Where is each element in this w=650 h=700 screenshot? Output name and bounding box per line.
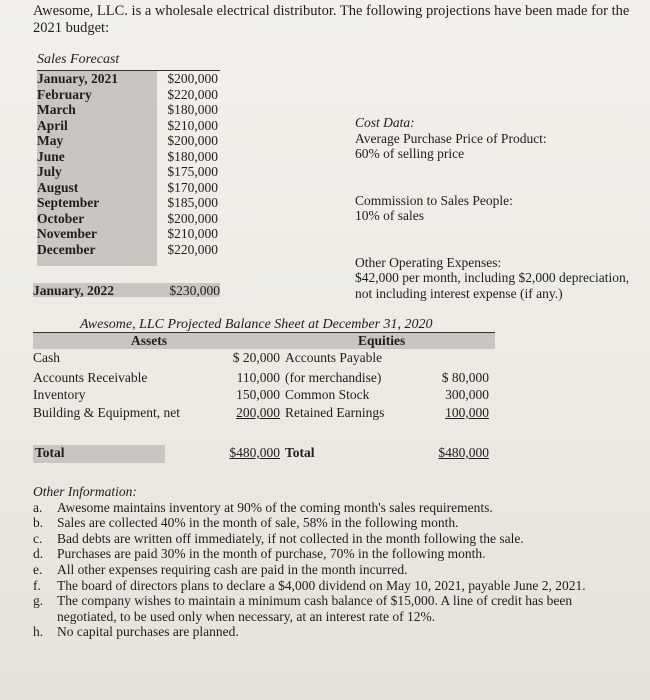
other-info-title: Other Information: [33, 484, 137, 499]
sales-next-year-month: January, 2022 [33, 283, 157, 297]
cost-data-title: Cost Data: [355, 115, 415, 130]
opex-line-2: not including interest expense (if any.) [355, 285, 563, 301]
equities-total-value: $480,000 [438, 445, 489, 460]
equity-value: 100,000 [445, 405, 489, 420]
sales-next-year-amount: $230,000 [157, 283, 220, 297]
asset-label: Inventory [33, 387, 86, 402]
purchase-price-value: 60% of selling price [355, 146, 465, 161]
other-information [33, 484, 633, 640]
asset-label: Cash [33, 350, 60, 365]
commission-value: 10% of sales [355, 208, 424, 223]
sales-amount: $210,000 [167, 117, 218, 133]
balance-sheet-body [33, 350, 495, 471]
sales-forecast-title: Sales Forecast [37, 52, 120, 67]
sales-amount: $185,000 [167, 195, 218, 210]
list-item: c. Bad debts are written off immediately, if not collected in the month following the sale. [33, 530, 524, 546]
list-item: h. No capital purchases are planned. [33, 624, 239, 640]
asset-value: 110,000 [236, 370, 280, 385]
asset-label: Accounts Receivable [33, 370, 148, 385]
equities-header: Equities [358, 333, 406, 348]
sales-amount: $200,000 [167, 71, 218, 86]
opex-label: Other Operating Expenses: [355, 254, 502, 270]
sales-amount: $170,000 [167, 179, 218, 195]
asset-value: 200,000 [236, 405, 280, 420]
sales-amount: $175,000 [167, 164, 218, 179]
sales-amount: $200,000 [167, 210, 218, 226]
sales-amount-column [157, 71, 220, 266]
list-item: f. The board of directors plans to declare a $4,000 dividend on May 10, 2021, payable June 2, 2021. [33, 577, 586, 593]
sales-month: August [37, 179, 79, 195]
sales-amount: $180,000 [167, 102, 218, 117]
list-item: e. All other expenses requiring cash are paid in the month incurred. [33, 561, 408, 577]
sales-amount: $210,000 [167, 226, 218, 241]
sales-month: October [37, 210, 85, 226]
sales-amount: $180,000 [167, 148, 218, 164]
sales-month: November [37, 226, 97, 241]
purchase-price-label: Average Purchase Price of Product: [355, 130, 547, 146]
asset-label: Building & Equipment, net [33, 405, 180, 420]
equities-total-label: Total [285, 445, 315, 460]
sales-month: July [37, 164, 62, 179]
cost-data-block [355, 115, 629, 301]
list-item: b. Sales are collected 40% in the month of sale, 58% in the following month. [33, 515, 459, 531]
sales-month-column [37, 71, 157, 266]
asset-value: 150,000 [236, 387, 280, 402]
sales-month: September [37, 195, 100, 210]
equity-label: Common Stock [285, 387, 370, 402]
assets-header: Assets [131, 333, 167, 348]
list-item: d. Purchases are paid 30% in the month of purchase, 70% in the following month. [33, 546, 486, 562]
sales-amount: $200,000 [167, 133, 218, 148]
list-item: a. Awesome maintains inventory at 90% of the coming month's sales requirements. [33, 499, 493, 515]
intro-text: Awesome, LLC. is a wholesale electrical distributor. The following projections have been made for the 2021 budget: [33, 3, 630, 36]
sales-month: March [37, 102, 76, 117]
equity-label: Accounts Payable [285, 350, 383, 365]
sales-amount: $220,000 [167, 86, 218, 102]
sales-amount: $220,000 [167, 241, 218, 257]
balance-sheet-header [33, 333, 495, 349]
opex-line-1: $42,000 per month, including $2,000 depreciation, [355, 270, 630, 285]
sales-month: February [37, 86, 92, 102]
sales-month: May [37, 133, 64, 148]
assets-total-label: Total [33, 445, 165, 463]
sales-month: January, 2021 [37, 71, 119, 86]
balance-sheet-title: Awesome, LLC Projected Balance Sheet at December 31, 2020 [80, 317, 433, 332]
equity-value: $ 80,000 [441, 370, 489, 385]
equity-label: Retained Earnings [285, 405, 385, 420]
list-item: g. The company wishes to maintain a minimum cash balance of $15,000. A line of credit has been negotiated, to be used only when necessary, at an interest rate of 12%. [33, 593, 573, 624]
sales-month: June [37, 148, 65, 164]
asset-value: $ 20,000 [232, 350, 280, 365]
equity-value: 300,000 [445, 387, 489, 402]
assets-total-value: $480,000 [229, 445, 280, 460]
sales-month: December [37, 241, 96, 257]
commission-label: Commission to Sales People: [355, 192, 513, 208]
sales-month: April [37, 117, 68, 133]
equity-label: (for merchandise) [285, 370, 382, 385]
